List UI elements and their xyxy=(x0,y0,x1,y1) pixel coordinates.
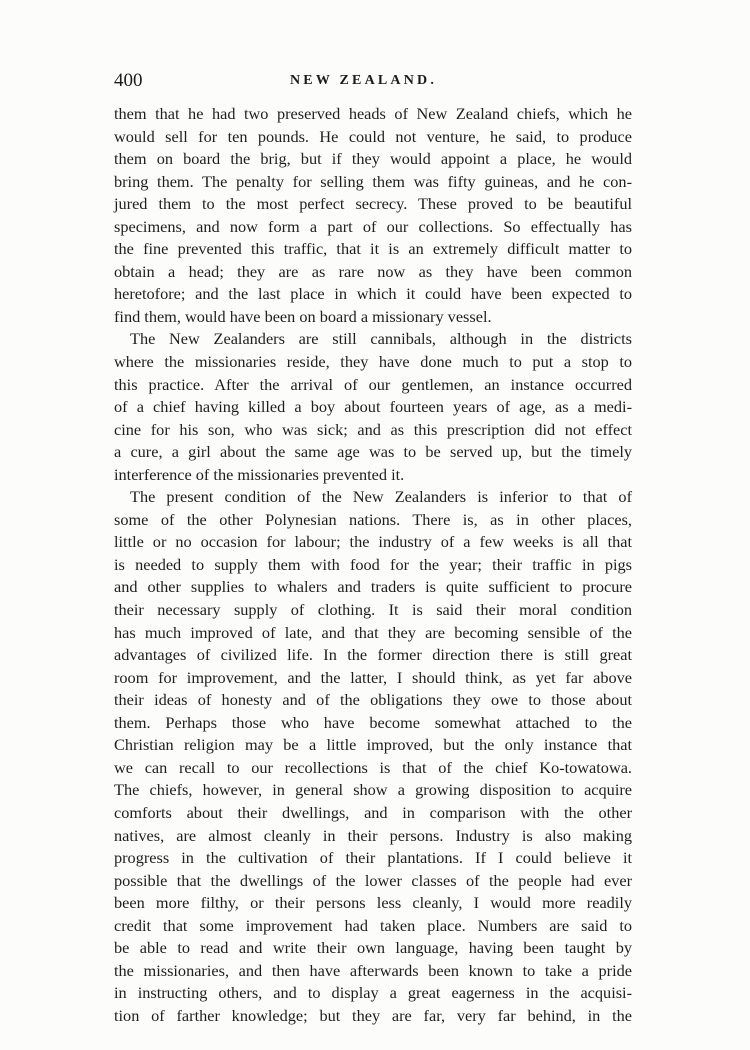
text-line: room for improvement, and the latter, I should think, as yet far above xyxy=(114,667,632,687)
text-line: a cure, a girl about the same age was to be served up, but the timely xyxy=(114,442,632,462)
text-line: heretofore; and the last place in which it could have been expected to xyxy=(114,284,632,304)
text-line: The chiefs, however, in general show a growing disposition to acquire xyxy=(114,780,632,800)
text-line: jured them to the most perfect secrecy. These proved to be beautiful xyxy=(114,194,632,214)
text-line: comforts about their dwellings, and in comparison with the other xyxy=(114,802,632,822)
text-line: of a chief having killed a boy about fourteen years of age, as a medi- xyxy=(114,397,632,417)
page-header xyxy=(114,70,630,96)
text-line: credit that some improvement had taken place. Numbers are said to xyxy=(114,915,632,935)
text-line: interference of the missionaries prevented it. xyxy=(114,464,405,484)
paragraph xyxy=(114,486,632,1027)
text-line: natives, are almost cleanly in their persons. Industry is also making xyxy=(114,825,632,845)
text-line: is needed to supply them with food for the year; their traffic in pigs xyxy=(114,554,632,574)
running-head: NEW ZEALAND. xyxy=(290,73,438,88)
text-line: in instructing others, and to display a great eagerness in the acquisi- xyxy=(114,983,632,1003)
text-line: obtain a head; they are as rare now as they have been common xyxy=(114,261,632,281)
page-number: 400 xyxy=(114,70,143,91)
body-text xyxy=(114,103,632,1027)
text-line: and other supplies to whalers and traders is quite sufficient to procure xyxy=(114,577,632,597)
text-line: The New Zealanders are still cannibals, although in the districts xyxy=(130,329,632,349)
paragraph xyxy=(114,103,632,328)
text-line: some of the other Polynesian nations. There is, as in other places, xyxy=(114,509,632,529)
text-line: this practice. After the arrival of our gentlemen, an instance occurred xyxy=(114,374,632,394)
text-line: The present condition of the New Zealanders is inferior to that of xyxy=(130,487,632,507)
text-line: little or no occasion for labour; the industry of a few weeks is all that xyxy=(114,532,632,552)
text-line: them on board the brig, but if they would appoint a place, he would xyxy=(114,149,632,169)
text-line: be able to read and write their own language, having been taught by xyxy=(114,938,632,958)
text-line: advantages of civilized life. In the former direction there is still great xyxy=(114,645,632,665)
text-line: progress in the cultivation of their plantations. If I could believe it xyxy=(114,848,632,868)
text-line: Christian religion may be a little improved, but the only instance that xyxy=(114,735,632,755)
paragraph xyxy=(114,328,632,486)
text-line: find them, would have been on board a missionary vessel. xyxy=(114,306,492,326)
text-line: their necessary supply of clothing. It is said their moral condition xyxy=(114,600,632,620)
text-line: bring them. The penalty for selling them was fifty guineas, and he con- xyxy=(114,171,632,191)
text-line: we can recall to our recollections is that of the chief Ko-towatowa. xyxy=(114,757,632,777)
text-line: their ideas of honesty and of the obligations they owe to those about xyxy=(114,690,632,710)
text-line: cine for his son, who was sick; and as this prescription did not effect xyxy=(114,419,632,439)
text-line: them. Perhaps those who have become somewhat attached to the xyxy=(114,712,632,732)
text-line: the fine prevented this traffic, that it is an extremely difficult matter to xyxy=(114,239,632,259)
text-line: the missionaries, and then have afterwards been known to take a pride xyxy=(114,960,632,980)
text-line: tion of farther knowledge; but they are far, very far behind, in the xyxy=(114,1005,632,1025)
text-line: specimens, and now form a part of our collections. So effectually has xyxy=(114,216,632,236)
text-line: would sell for ten pounds. He could not venture, he said, to produce xyxy=(114,126,632,146)
text-line: been more filthy, or their persons less cleanly, I would more readily xyxy=(114,893,632,913)
text-line: has much improved of late, and that they are becoming sensible of the xyxy=(114,622,632,642)
text-line: them that he had two preserved heads of New Zealand chiefs, which he xyxy=(114,104,632,123)
text-line: possible that the dwellings of the lower classes of the people had ever xyxy=(114,870,632,890)
text-line: where the missionaries reside, they have done much to put a stop to xyxy=(114,352,632,372)
